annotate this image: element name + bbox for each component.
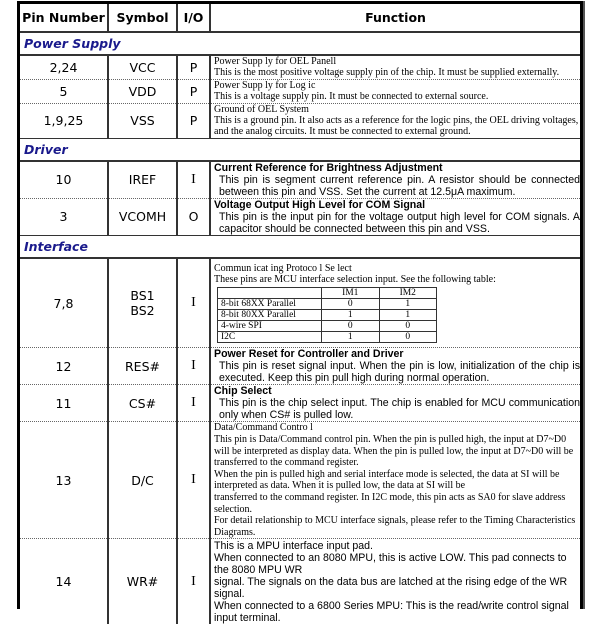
io: P [177,55,210,79]
table-row [20,258,580,348]
function-title: Data/Command Contro l [214,422,313,434]
function [210,79,580,103]
symbol-2: BS2 [130,303,155,319]
function-text: This pin is Data/Command control pin. When the pin is pulled high, the input at D7~D0 will be interpreted as display data. When the pin is pulled low, the input at D7~D0 will be transferred to the command register. [214,433,574,469]
sub-cell: I2C [218,331,322,342]
symbol: CS# [108,385,177,422]
function [210,258,580,348]
function [210,198,580,235]
pin-number: 1,9,25 [20,103,108,138]
pin-number: 11 [20,385,108,422]
table-row [20,79,580,103]
interface-selection-table [217,287,437,343]
function-title: Current Reference for Brightness Adjustment [214,161,443,174]
symbol: VSS [108,103,177,138]
function [210,385,580,422]
function-text: This pin is segment current reference pin. A resistor should be connected between this pin and VSS. Set the current at 12.5μA maximum. [219,173,580,198]
function-text: This is a MPU interface input pad. [214,540,373,553]
function-title: Power Supp ly for Log ic [214,79,316,91]
sub-cell: 8-bit 80XX Parallel [218,309,322,320]
io: I [177,161,210,199]
pin-number: 7,8 [20,258,108,348]
table-header [20,4,580,32]
symbol: VCC [108,55,177,79]
function [210,55,580,79]
symbol: VDD [108,79,177,103]
header-function: Function [210,4,580,32]
io: P [177,103,210,138]
function-title: Voltage Output High Level for COM Signal [214,198,426,211]
function-text: This is a ground pin. It also acts as a reference for the logic pins, the OEL driving voltages, and the analog circuits. It must be connected to external ground. [214,115,579,138]
pin-number: 3 [20,198,108,235]
sub-cell: 1 [322,309,380,320]
function-text: When connected to a 6800 Series MPU: This is the read/write control signal input terminal. [214,600,569,624]
symbol: WR# [108,539,177,624]
pin-number: 5 [20,79,108,103]
sub-cell: 0 [322,298,380,309]
sub-cell: 8-bit 68XX Parallel [218,298,322,309]
pin-number: 14 [55,574,72,590]
function-text: transferred to the command register. In I2C mode, this pin acts as SA0 for slave address selection. [214,491,566,515]
table-row [20,103,580,138]
symbol: VCOMH [108,198,177,235]
table-row [20,161,580,199]
function-title: Chip Select [214,385,272,398]
symbol [108,258,177,348]
header-pin: Pin Number [20,4,108,32]
sub-cell: 0 [379,320,437,331]
function-title: Power Reset for Controller and Driver [214,348,404,361]
pin-description-table [17,1,583,624]
pin-number: 2,24 [20,55,108,79]
table-row [20,422,580,539]
io: I [177,385,210,422]
function-text: This pin is the chip select input. The chip is enabled for MCU communication only when CS# is pulled low. [219,397,580,422]
sub-cell: 1 [322,331,380,342]
function-text: This is a voltage supply pin. It must be connected to external source. [214,91,489,103]
io: P [177,79,210,103]
symbol: D/C [108,422,177,539]
header-symbol: Symbol [108,4,177,32]
symbol: IREF [108,161,177,199]
function-title: Commun icat ing Protoco l Se lect [214,262,352,274]
function-text: When the pin is pulled high and serial interface mode is selected, the data at SI will be interpreted as data. When it is pulled low, the data at SI will be [214,468,560,492]
table-row [20,385,580,422]
io: I [177,258,210,348]
section-power-supply: Power Supply [20,32,580,55]
sub-cell: 1 [379,298,437,309]
function [210,422,580,539]
function-text: These pins are MCU interface selection input. See the following table: [214,274,496,286]
function-text: This is the most positive voltage supply pin of the chip. It must be supplied externally. [214,67,560,79]
pin-number: 12 [20,348,108,385]
io: I [177,539,210,624]
section-driver: Driver [20,138,580,161]
table-row [20,198,580,235]
io: O [177,198,210,235]
pin-number: 10 [20,161,108,199]
header-io: I/O [177,4,210,32]
sub-cell: 1 [379,309,437,320]
function-text: signal. The signals on the data bus are latched at the rising edge of the WR signal. [214,576,568,601]
table-row [20,55,580,79]
pin-number: 13 [20,422,108,539]
function-text: This pin is the input pin for the voltage output high level for COM signals. A capacitor should be connected between this pin and VSS. [219,210,580,235]
function-text: For detail relationship to MCU interface signals, please refer to the Timing Characteristics Diagrams. [214,515,576,538]
sub-header: IM1 [322,287,380,298]
function-title: Ground of OEL System [214,103,309,115]
sub-cell: 0 [379,331,437,342]
function [210,348,580,385]
symbol: RES# [108,348,177,385]
function-title: Power Supp ly for OEL Panell [214,56,337,67]
table-row [20,348,580,385]
io: I [177,348,210,385]
sub-header: IM2 [379,287,437,298]
symbol-1: BS1 [130,288,155,304]
section-interface: Interface [20,235,580,258]
sub-cell: 0 [322,320,380,331]
sub-header [218,287,322,298]
function [210,161,580,199]
sub-cell: 4-wire SPI [218,320,322,331]
table-row [20,539,580,624]
function-text: When connected to an 8080 MPU, this is active LOW. This pad connects to the 8080 MPU WR [214,552,567,577]
function [210,103,580,138]
function [210,539,580,624]
function-text: This pin is reset signal input. When the pin is low, initialization of the chip is executed. Keep this pin pull high during normal operation. [219,360,580,385]
io: I [177,422,210,539]
